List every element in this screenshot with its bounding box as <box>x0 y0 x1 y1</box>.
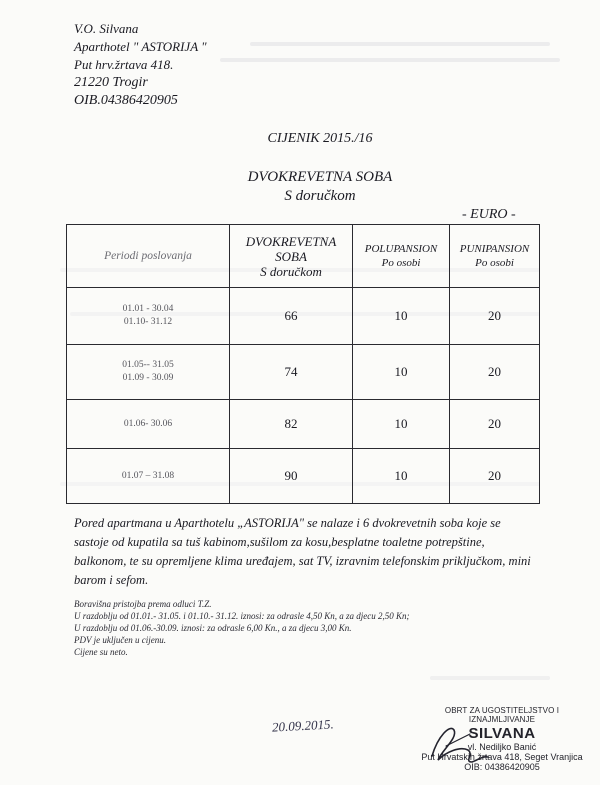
description-line: balkonom, te su opremljene klima uređajem, sat TV, izravnim telefonskim priključkom, mini <box>74 554 531 568</box>
header-half-line: Po osobi <box>381 257 421 269</box>
period-line: 01.10- 31.12 <box>123 317 173 327</box>
sender-street: Put hrv.žrtava 418. <box>74 57 174 72</box>
stamp-business-type: OBRT ZA UGOSTITELJSTVO I IZNAJMLJIVANJE <box>444 706 560 724</box>
stamp-address: Put Hrvatskih žrtava 418, Seget Vranjica <box>421 752 583 762</box>
header-full-line: Po osobi <box>475 257 514 269</box>
table-row <box>67 449 540 504</box>
full-board-price: 20 <box>450 288 540 345</box>
table-row <box>67 400 540 449</box>
note-line: Cijene su neto. <box>74 647 128 657</box>
stamp-oib: OIB: 04386420905 <box>464 762 540 772</box>
currency-label: - EURO - <box>462 207 516 222</box>
header-room-line: DVOKREVETNA <box>245 233 337 249</box>
table-row <box>67 288 540 345</box>
note-line: Boravišna pristojba prema odluci T.Z. <box>74 599 212 609</box>
half-board-price: 10 <box>353 345 450 400</box>
tax-notes <box>74 598 410 658</box>
half-board-price: 10 <box>353 449 450 504</box>
faint-mark <box>250 42 550 46</box>
period-line: 01.07 – 31.08 <box>121 470 175 481</box>
header-room <box>230 225 353 288</box>
stamp-owner: vl. Nediljko Banić <box>467 742 537 752</box>
sender-address <box>74 20 207 110</box>
description-line: sastoje od kupatila sa tuš kabinom,sušilom za kosu,besplatne toaletne potrepštine, <box>74 535 485 549</box>
half-board-price: 10 <box>353 400 450 449</box>
header-period: Periodi poslovanja <box>67 225 230 288</box>
period-cell <box>67 288 230 345</box>
room-price: 74 <box>230 345 353 400</box>
room-type-title: DVOKREVETNA SOBA <box>247 169 393 185</box>
note-line: U razdoblju od 01.06.-30.09. iznosi: za odrasle 6,00 Kn., a za djecu 3,00 Kn. <box>74 623 352 633</box>
breakfast-subtitle: S doručkom <box>284 188 356 204</box>
header-room-line: S doručkom <box>260 263 322 279</box>
full-board-price: 20 <box>450 400 540 449</box>
room-price: 90 <box>230 449 353 504</box>
period-cell <box>67 345 230 400</box>
full-board-price: 20 <box>450 345 540 400</box>
header-full-board <box>450 225 540 288</box>
period-cell <box>67 400 230 449</box>
table-header-row <box>67 225 540 288</box>
faint-mark <box>220 58 560 62</box>
header-half-line: POLUPANSION <box>364 243 438 255</box>
sender-hotel: Aparthotel " ASTORIJA " <box>74 39 207 54</box>
header-full-line: PUNIPANSION <box>459 243 530 255</box>
sender-oib: OIB.04386420905 <box>74 93 178 108</box>
period-cell <box>67 449 230 504</box>
room-description <box>74 514 544 590</box>
half-board-price: 10 <box>353 288 450 345</box>
period-line: 01.01 - 30.04 <box>122 304 174 314</box>
header-room-line: SOBA <box>275 248 307 264</box>
price-table <box>66 224 540 504</box>
price-list-title: CIJENIK 2015./16 <box>267 131 373 146</box>
room-price: 82 <box>230 400 353 449</box>
faint-mark <box>430 676 550 680</box>
full-board-price: 20 <box>450 449 540 504</box>
note-line: U razdoblju od 01.01.- 31.05. i 01.10.- 31.12. iznosi: za odrasle 4,50 Kn, a za djecu 2,50 Kn; <box>74 611 410 621</box>
period-line: 01.06- 30.06 <box>123 418 173 429</box>
sender-city: 21220 Trogir <box>74 75 148 90</box>
signature-icon <box>424 716 494 768</box>
description-line: Pored apartmana u Aparthotelu „ASTORIJA" se nalaze i 6 dvokrevetnih soba koje se <box>74 516 501 530</box>
handwritten-date: 20.09.2015. <box>271 716 335 735</box>
period-line: 01.09 - 30.09 <box>122 373 174 383</box>
description-line: barom i sefom. <box>74 573 149 587</box>
header-half-board <box>353 225 450 288</box>
room-price: 66 <box>230 288 353 345</box>
room-heading <box>20 168 600 206</box>
note-line: PDV je uključen u cijenu. <box>74 635 167 645</box>
stamp-company-name: SILVANA <box>468 725 536 742</box>
sender-name: V.O. Silvana <box>74 21 139 36</box>
table-row <box>67 345 540 400</box>
period-line: 01.05-- 31.05 <box>122 360 174 370</box>
